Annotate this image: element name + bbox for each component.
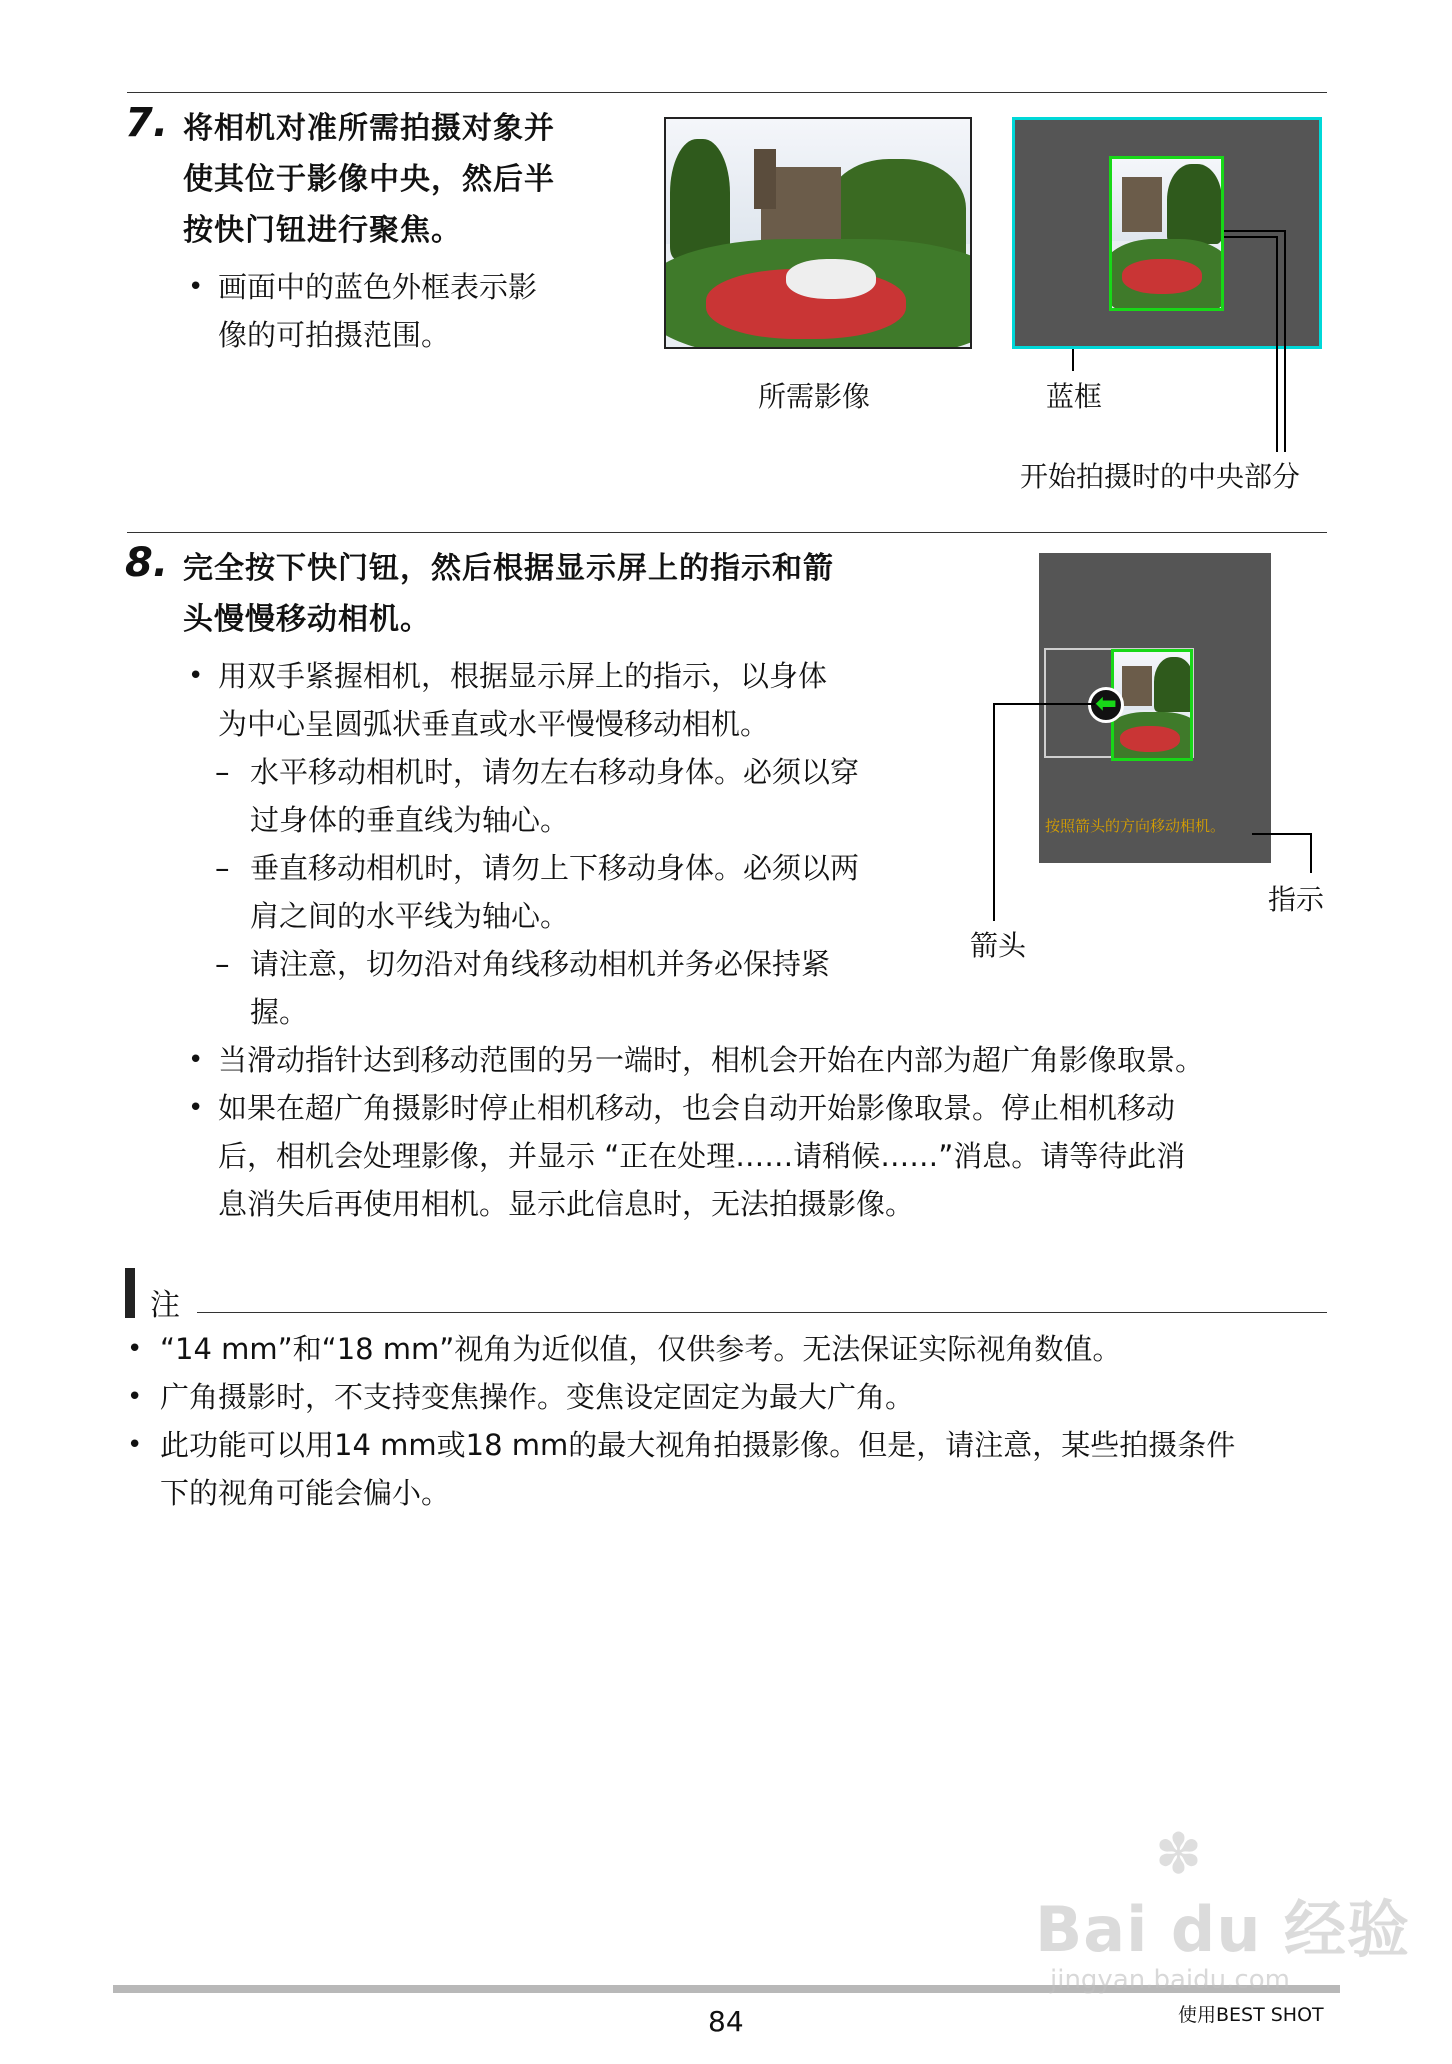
instruction-leader-v <box>1310 833 1312 873</box>
caption-arrow: 箭头 <box>970 929 1027 962</box>
caption-instruction: 指示 <box>1268 883 1325 916</box>
step8-bullet3-line: 后，相机会处理影像，并显示 “正在处理……请稍候……”消息。请等待此消 <box>218 1139 1186 1173</box>
step7-bullet-line: 画面中的蓝色外框表示影 <box>218 270 538 304</box>
caption-center-portion: 开始拍摄时的中央部分 <box>1020 460 1301 493</box>
dash-mark: – <box>215 947 230 981</box>
arrow-leader-h <box>993 703 1095 705</box>
center-leader-v2 <box>1276 236 1278 452</box>
center-leader-h2 <box>1224 236 1278 238</box>
section-rule <box>127 532 1327 533</box>
step8-heading-line: 完全按下快门钮，然后根据显示屏上的指示和箭 <box>183 551 834 586</box>
note-bullet3-line: 下的视角可能会偏小。 <box>160 1476 451 1510</box>
footer-section-label: 使用BEST SHOT <box>1178 2004 1324 2026</box>
step8-bullet2-line: 当滑动指针达到移动范围的另一端时，相机会开始在内部为超广角影像取景。 <box>218 1043 1205 1077</box>
center-leader-v <box>1284 230 1286 452</box>
dash-mark: – <box>215 755 230 789</box>
blue-frame-leader <box>1072 349 1074 371</box>
step8-bullet1-line: 用双手紧握相机，根据显示屏上的指示，以身体 <box>218 659 828 693</box>
step7-number: 7. <box>125 100 169 146</box>
note-bullet2-line: 广角摄影时，不支持变焦操作。变焦设定固定为最大广角。 <box>160 1380 915 1414</box>
step8-dash3-line: 请注意，切勿沿对角线移动相机并务必保持紧 <box>250 947 831 981</box>
caption-blue-frame: 蓝框 <box>1046 380 1103 413</box>
step8-bullet3-line: 如果在超广角摄影时停止相机移动，也会自动开始影像取景。停止相机移动 <box>218 1091 1176 1125</box>
bullet-dot: • <box>127 1334 143 1364</box>
baidu-watermark-logo: Bai du 经验 <box>1035 1893 1411 1966</box>
step8-bullet1-line: 为中心呈圆弧状垂直或水平慢慢移动相机。 <box>218 707 770 741</box>
step7-heading-line: 将相机对准所需拍摄对象并 <box>183 111 555 146</box>
baidu-watermark-url: jingyan.baidu.com <box>1050 1965 1290 1995</box>
paw-icon: ✽ <box>1155 1822 1202 1887</box>
step8-dash3-line: 握。 <box>250 995 309 1029</box>
bullet-dot: • <box>188 1045 204 1075</box>
bullet-dot: • <box>188 1093 204 1123</box>
step7-heading-line: 使其位于影像中央，然后半 <box>183 162 555 197</box>
note-bullet3-line: 此功能可以用14 mm或18 mm的最大视角拍摄影像。但是，请注意，某些拍摄条件 <box>160 1428 1236 1462</box>
step8-dash2-line: 垂直移动相机时，请勿上下移动身体。必须以两 <box>250 851 860 885</box>
step7-heading-line: 按快门钮进行聚焦。 <box>183 213 462 248</box>
step8-bullet3-line: 息消失后再使用相机。显示此信息时，无法拍摄影像。 <box>218 1187 915 1221</box>
top-rule <box>127 92 1327 93</box>
step8-dash1-line: 水平移动相机时，请勿左右移动身体。必须以穿 <box>250 755 860 789</box>
bullet-dot: • <box>188 272 204 302</box>
step8-dash2-line: 肩之间的水平线为轴心。 <box>250 899 570 933</box>
note-bar <box>125 1268 135 1318</box>
step8-heading-line: 头慢慢移动相机。 <box>183 602 431 637</box>
screen-instruction-text: 按照箭头的方向移动相机。 <box>1045 817 1226 835</box>
dash-mark: – <box>215 851 230 885</box>
caption-desired-image: 所需影像 <box>758 380 871 413</box>
bullet-dot: • <box>188 661 204 691</box>
direction-arrow-icon: ⬅ <box>1088 687 1124 723</box>
page-number: 84 <box>708 2005 744 2038</box>
note-bullet1-line: “14 mm”和“18 mm”视角为近似值，仅供参考。无法保证实际视角数值。 <box>160 1332 1122 1366</box>
bullet-dot: • <box>127 1382 143 1412</box>
center-leader-h <box>1224 230 1286 232</box>
step8-dash1-line: 过身体的垂直线为轴心。 <box>250 803 570 837</box>
bullet-dot: • <box>127 1430 143 1460</box>
arrow-leader-v <box>993 703 995 921</box>
camera-screen-panorama <box>1039 553 1271 863</box>
center-portion-image <box>1109 156 1224 311</box>
note-rule <box>197 1312 1327 1313</box>
note-title: 注 <box>150 1288 180 1323</box>
step8-number: 8. <box>125 540 169 586</box>
step7-bullet-line: 像的可拍摄范围。 <box>218 318 451 352</box>
desired-image-photo <box>664 117 972 349</box>
instruction-leader-h <box>1252 833 1312 835</box>
